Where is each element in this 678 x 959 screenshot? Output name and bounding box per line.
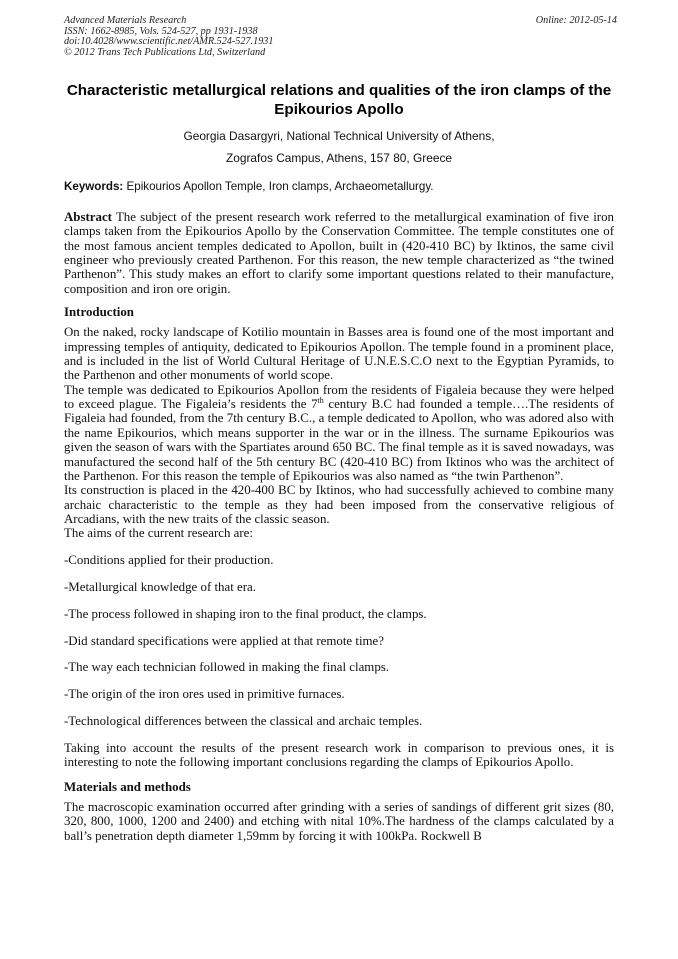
aim-item: -The way each technician followed in making the final clamps. — [64, 660, 390, 675]
author-block — [64, 125, 614, 169]
keywords-text: Epikourios Apollon Temple, Iron clamps, Archaeometallurgy. — [126, 180, 434, 193]
intro-paragraph-2: The temple was dedicated to Epikourios Apollon from the residents of Figaleia because they were helped to exceed plague. The Figaleia’s residents the 7th century B.C had founded a temple….The residents of Figaleia had founded, from the 7th century B.C., a temple dedicated to Apollon, who was adored also with the name Epikourios, which means supporter in the war or in the illness. The surname Epikourios was given the season of wars with the Spartiates around 650 BC. The final temple as it is saved nowadays, was manufactured the second half of the 5th century BC (420-410 BC) from Iktinos who was the architect of the Parthenon. For this reason the temple of Epikourios was also named as “the twin Parthenon”. — [64, 382, 614, 483]
online-date: Online: 2012-05-14 — [535, 15, 617, 26]
paper-title: Characteristic metallurgical relations and qualities of the iron clamps of the Epikourios Apollo — [66, 82, 612, 118]
aim-item: -Metallurgical knowledge of that era. — [64, 579, 256, 594]
aim-item: -Did standard specifications were applied at that remote time? — [64, 633, 384, 648]
abstract — [64, 210, 614, 296]
aim-item: -Technological differences between the classical and archaic temples. — [64, 714, 423, 729]
keywords-label: Keywords: — [64, 180, 124, 193]
paper-body — [64, 210, 614, 843]
journal-name: Advanced Materials Research — [64, 15, 187, 26]
author-affiliation: Georgia Dasargyri, National Technical University of Athens, — [183, 129, 495, 143]
methods-paragraph: The macroscopic examination occurred after grinding with a series of sandings of different grit sizes (80, 320, 800, 1000, 1200 and 2400) and etching with nital 10%.The hardness of the clamps calculated by a ball’s penetration depth diameter 1,59mm by forcing it with 100kPa. Rockwell B — [64, 800, 614, 843]
journal-header — [64, 16, 617, 58]
intro-paragraph-3: Its construction is placed in the 420-400 BC by Iktinos, who had successfully achieved to combine many archaic characteristic to the temple as they had been imposed from the conservative religious of Arcadians, with the new traits of the classic season. — [64, 483, 614, 526]
issn-line: ISSN: 1662-8985, Vols. 524-527, pp 1931-1938 — [64, 25, 258, 37]
methods-heading: Materials and methods — [64, 779, 191, 794]
intro-conclusion: Taking into account the results of the present research work in comparison to previous ones, it is interesting to note the following important conclusions regarding the clamps of Epikourios Apollo. — [64, 740, 614, 770]
intro-paragraph-1: On the naked, rocky landscape of Kotilio mountain in Basses area is found one of the most important and impressing temples of antiquity, dedicated to Epikourios Apollon. The temple found in a prominent place, and is included in the list of World Cultural Heritage of U.N.E.S.C.O next to the Egyptian Pyramids, to the Parthenon and other monuments of world scope. — [64, 325, 614, 383]
abstract-text: The subject of the present research work referred to the metallurgical examination of five iron clamps taken from the Epikourios Apollo by the Conservation Committee. The temple constitutes one of the most famous ancient temples dedicated to Apollon, built in (420-410 BC) by Iktinos, the same civil engineer who previously created Parthenon. For this reason, the new temple characterized as “the twined Parthenon”. This study makes an effort to clarify some important questions related to their manufacture, composition and iron ore origin. — [64, 210, 614, 296]
aim-item: -Conditions applied for their production. — [64, 553, 274, 568]
aim-item: -The origin of the iron ores used in primitive furnaces. — [64, 687, 345, 702]
keywords — [64, 180, 614, 194]
introduction-heading: Introduction — [64, 305, 134, 320]
aim-item: -The process followed in shaping iron to the final product, the clamps. — [64, 606, 427, 621]
doi-line: doi:10.4028/www.scientific.net/AMR.524-527.1931 — [64, 36, 274, 48]
abstract-label: Abstract — [64, 210, 112, 224]
aims-intro: The aims of the current research are: — [64, 526, 253, 541]
author-address: Zografos Campus, Athens, 157 80, Greece — [225, 151, 453, 165]
copyright-line: © 2012 Trans Tech Publications Ltd, Switzerland — [64, 46, 266, 58]
